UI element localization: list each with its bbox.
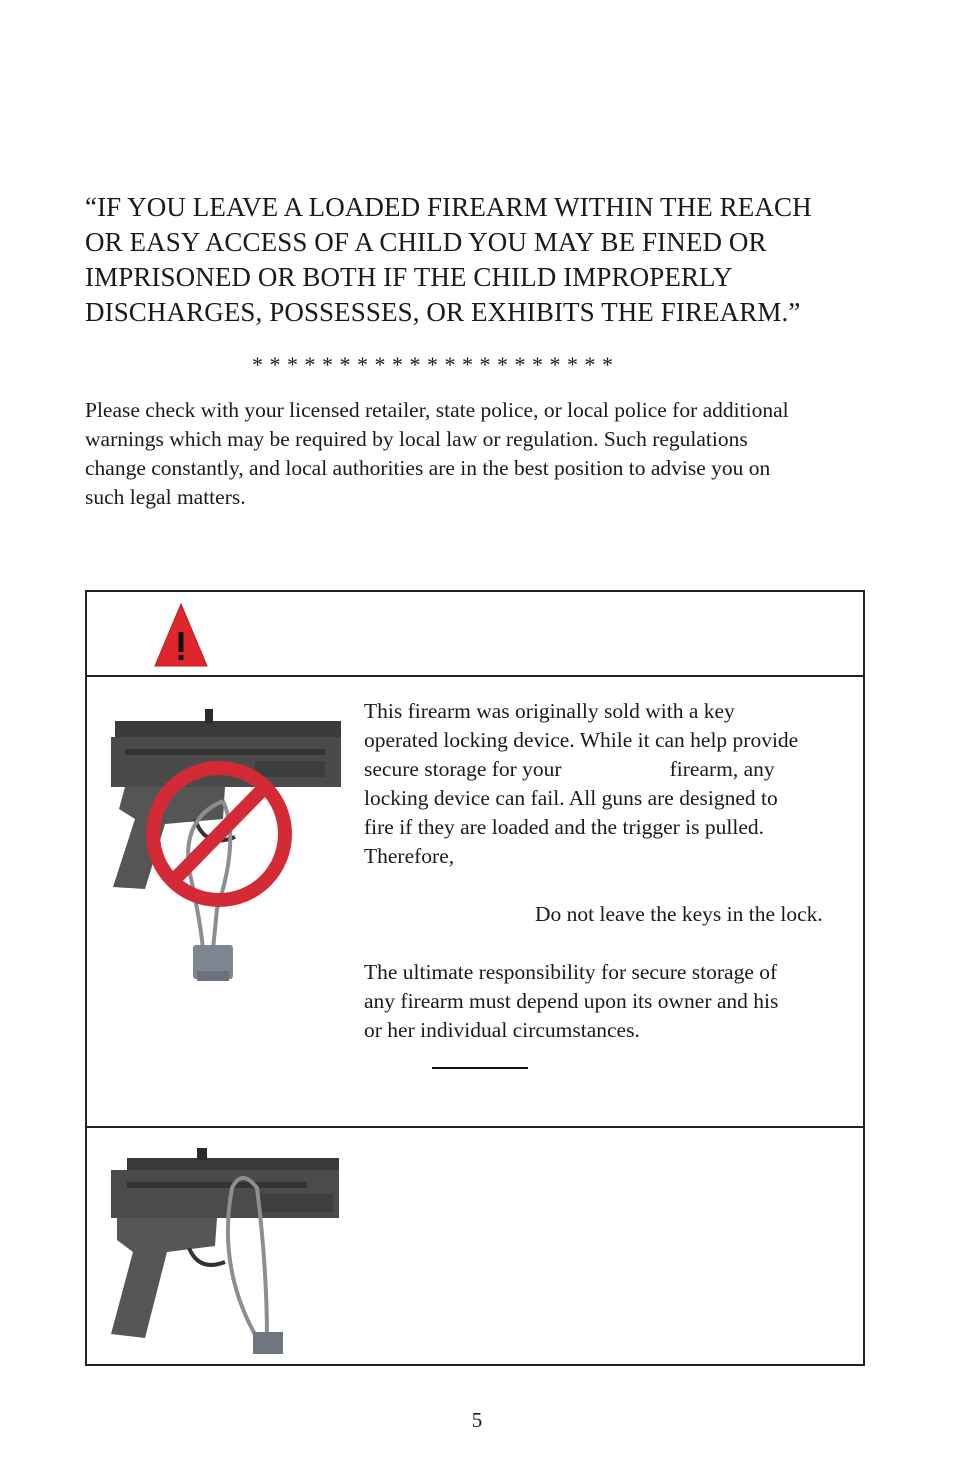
asterisk-separator: * * * * * * * * * * * * * * * * * * * * * (252, 352, 614, 377)
lock-text-fragment: secure storage for your (364, 757, 562, 781)
lock-text-line: or her individual circumstances. (364, 1018, 640, 1042)
quote-line: OR EASY ACCESS OF A CHILD YOU MAY BE FINED OR (85, 227, 767, 257)
warning-triangle-icon (153, 602, 209, 668)
notice-line: such legal matters. (85, 485, 246, 509)
notice-line: warnings which may be required by local law or regulation. Such regulations (85, 427, 748, 451)
lock-text-line (364, 755, 864, 784)
lock-text-line: locking device can fail. All guns are designed to (364, 786, 778, 810)
lock-device-row (87, 677, 863, 1128)
lock-warning-text (364, 697, 864, 1045)
local-law-notice (85, 396, 905, 512)
trigger-lock-prohibited-image (105, 709, 341, 987)
quote-line: IMPRISONED OR BOTH IF THE CHILD IMPROPERLY (85, 262, 733, 292)
lock-text-line: Therefore, (364, 844, 455, 868)
notice-line: Please check with your licensed retailer, state police, or local police for additional (85, 398, 789, 422)
notice-line: change constantly, and local authorities are in the best position to advise you on (85, 456, 771, 480)
quote-line: DISCHARGES, POSSESSES, OR EXHIBITS THE FIREARM.” (85, 297, 801, 327)
underline-rule (432, 1067, 528, 1069)
warning-header-row (87, 592, 863, 677)
cable-lock-row (87, 1128, 863, 1364)
legal-warning-quote (85, 190, 905, 330)
lock-text-line: This firearm was originally sold with a key (364, 699, 735, 723)
lock-text-fragment: firearm, any (669, 757, 775, 781)
lock-text-line: any firearm must depend upon its owner and his (364, 989, 779, 1013)
lock-text-line: fire if they are loaded and the trigger is pulled. (364, 815, 764, 839)
lock-text-line: The ultimate responsibility for secure storage of (364, 960, 778, 984)
quote-line: “IF YOU LEAVE A LOADED FIREARM WITHIN THE REACH (85, 192, 812, 222)
keys-warning-line: Do not leave the keys in the lock. (535, 902, 823, 926)
warning-box (85, 590, 865, 1366)
page-number: 5 (471, 1408, 483, 1432)
cable-lock-image (107, 1148, 339, 1354)
lock-text-line: operated locking device. While it can help provide (364, 728, 799, 752)
